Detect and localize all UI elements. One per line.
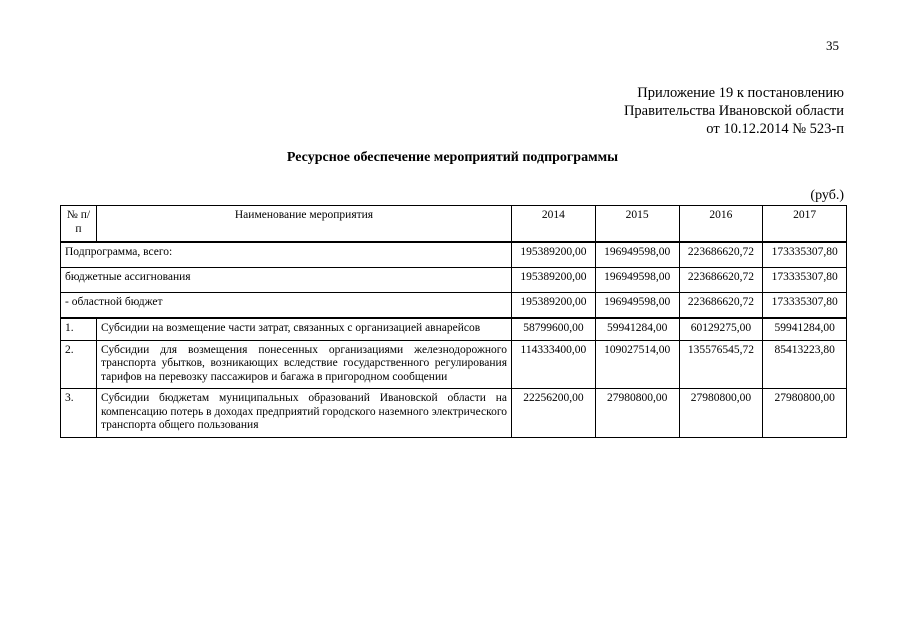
header-2015: 2015 [595,206,679,243]
activity-name: Субсидии на возмещение части затрат, связанных с организацией авнарейсов [97,318,512,340]
summary-value: 195389200,00 [512,242,596,268]
activity-value: 85413223,80 [763,340,847,389]
summary-value: 195389200,00 [512,268,596,293]
summary-row-budget [61,268,847,293]
activity-value: 22256200,00 [512,389,596,438]
summary-row-regional [61,293,847,319]
activity-value: 58799600,00 [512,318,596,340]
activity-value: 27980800,00 [595,389,679,438]
document-title: Ресурсное обеспечение мероприятий подпрограммы [286,150,619,165]
page-number: 35 [826,38,839,53]
summary-value: 173335307,80 [763,293,847,319]
activity-value: 135576545,72 [679,340,763,389]
summary-value: 196949598,00 [595,268,679,293]
activity-value: 109027514,00 [595,340,679,389]
summary-value: 196949598,00 [595,242,679,268]
header-no: № п/п [61,206,97,243]
activity-name: Субсидии бюджетам муниципальных образований Ивановской области на компенсацию потерь в доходах предприятий городского наземного электрического транспорта общего пользования [97,389,512,438]
header-2014: 2014 [512,206,596,243]
summary-label: Подпрограмма, всего: [61,242,512,268]
row-number: 1. [61,318,97,340]
activity-value: 27980800,00 [679,389,763,438]
summary-value: 223686620,72 [679,268,763,293]
unit-label: (руб.) [810,188,844,203]
appendix-line-2: Правительства Ивановской области [623,103,844,119]
table-row [61,340,847,389]
resource-table [60,205,847,438]
summary-label: бюджетные ассигнования [61,268,512,293]
activity-value: 114333400,00 [512,340,596,389]
summary-value: 223686620,72 [679,242,763,268]
table-header-row [61,206,847,243]
appendix-header [624,84,844,138]
summary-value: 196949598,00 [595,293,679,319]
summary-value: 195389200,00 [512,293,596,319]
table-row [61,389,847,438]
row-number: 2. [61,340,97,389]
header-name: Наименование мероприятия [97,206,512,243]
appendix-line-3: от 10.12.2014 № 523-п [706,121,844,137]
summary-label: - областной бюджет [61,293,512,319]
summary-value: 173335307,80 [763,242,847,268]
table-row [61,318,847,340]
header-2016: 2016 [679,206,763,243]
summary-value: 223686620,72 [679,293,763,319]
summary-row-total [61,242,847,268]
activity-value: 59941284,00 [595,318,679,340]
row-number: 3. [61,389,97,438]
header-2017: 2017 [763,206,847,243]
appendix-line-1: Приложение 19 к постановлению [637,85,844,101]
activity-value: 27980800,00 [763,389,847,438]
summary-value: 173335307,80 [763,268,847,293]
activity-value: 59941284,00 [763,318,847,340]
activity-value: 60129275,00 [679,318,763,340]
activity-name: Субсидии для возмещения понесенных организациями железнодорожного транспорта убытков, возникающих вследствие государственного регулирования тарифов на перевозку пассажиров и багажа в пригородном сообщении [97,340,512,389]
